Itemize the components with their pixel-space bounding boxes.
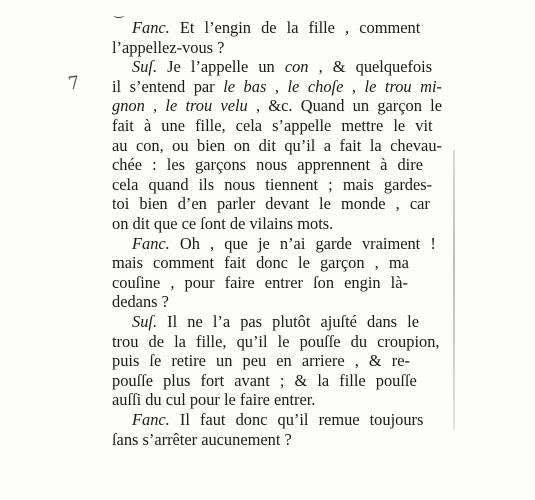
italic-term: le trou velu [165, 96, 248, 116]
speaker-name: Fanc. [132, 410, 170, 429]
text-line [132, 57, 442, 77]
text-segment: il s’entend par [112, 76, 224, 96]
text-segment: Je l’appelle un [157, 57, 285, 77]
line-content [112, 175, 432, 195]
line-content [132, 410, 423, 430]
italic-term: le choſe [287, 76, 344, 96]
text-line [132, 18, 442, 38]
text-line [112, 194, 442, 214]
line-content [112, 214, 333, 234]
text-line [112, 77, 442, 97]
text-segment: ſans s’arrêter aucunement ? [112, 429, 292, 449]
text-segment: fait à une fille, cela s’appelle mettre le vit [112, 116, 433, 135]
speaker-name: Fanc. [132, 18, 170, 37]
italic-term: con [284, 57, 309, 77]
text-line [132, 312, 442, 332]
line-content [112, 430, 292, 450]
italic-term: le trou mi- [364, 76, 443, 96]
text-segment: l’appellez-vous ? [112, 37, 225, 57]
text-segment: , [266, 76, 288, 96]
page-edge-mark: ‿ [114, 4, 124, 18]
text-line [112, 136, 442, 156]
line-content [112, 390, 315, 410]
text-line [112, 273, 442, 293]
text-line [112, 214, 442, 234]
text-line [112, 116, 442, 136]
text-line [112, 292, 442, 312]
text-segment: cela quand ils nous tiennent ; mais gardes- [112, 174, 433, 194]
line-content [112, 332, 439, 352]
text-line [112, 430, 442, 450]
line-content [112, 77, 442, 97]
text-line [112, 351, 442, 371]
fold-crease [453, 150, 455, 430]
line-content [112, 351, 410, 371]
line-content [132, 234, 436, 254]
text-segment: pouſſe plus fort avant ; & la fille pouſſe [112, 370, 417, 390]
line-content [112, 116, 433, 136]
text-segment: , [144, 96, 166, 116]
text-segment: Et l’engin de la fille , comment [169, 18, 421, 37]
text-line [112, 155, 442, 175]
text-line [112, 390, 442, 410]
text-line [132, 234, 442, 254]
text-line [112, 175, 442, 195]
line-content [112, 136, 442, 156]
text-segment: couſine , pour faire entrer ſon engin là- [112, 272, 408, 292]
text-line [112, 38, 442, 58]
text-segment: toi bien d’en parler devant le monde , car [112, 194, 430, 214]
text-segment: Il faut donc qu’il remue toujours [169, 410, 424, 429]
text-line [112, 371, 442, 391]
text-line [112, 253, 442, 273]
line-content [132, 312, 419, 332]
italic-term: gnon [112, 96, 145, 116]
line-content [112, 96, 442, 116]
speaker-name: Fanc. [132, 233, 170, 253]
text-segment: on dit que ce ſont de vilains mots. [112, 214, 334, 233]
text-segment: , [343, 76, 365, 96]
text-segment: mais comment fait donc le garçon , ma [112, 253, 409, 273]
line-content [112, 38, 224, 58]
line-content [112, 273, 408, 293]
line-content [112, 194, 430, 214]
margin-note: 7 [66, 72, 81, 95]
text-segment: Oh , que je n’ai garde vraiment ! [169, 233, 436, 253]
text-line [132, 410, 442, 430]
text-segment: Il ne l’a pas plutôt ajuſté dans le [157, 312, 419, 331]
text-segment: trou de la fille, qu’il le pouſſe du croupion, [112, 331, 440, 351]
line-content [112, 155, 423, 175]
text-segment: , &c. Quand un garçon le [247, 96, 442, 116]
line-content [112, 292, 169, 312]
line-content [112, 371, 417, 391]
line-content [132, 18, 420, 38]
text-line [112, 332, 442, 352]
text-segment: chée : les garçons nous apprennent à dire [112, 155, 423, 175]
text-segment: auſſi du cul pour le faire entrer. [112, 390, 316, 410]
text-segment: dedans ? [112, 292, 169, 312]
line-content [132, 57, 432, 77]
text-line [112, 96, 442, 116]
text-segment: , & quelquefois [308, 57, 433, 77]
speaker-name: Suſ. [132, 57, 158, 77]
text-segment: au con, ou bien on dit qu’il a fait la chevau- [112, 135, 442, 155]
text-segment: puis ſe retire un peu en arriere , & re- [112, 351, 410, 371]
line-content [112, 253, 409, 273]
italic-term: le bas [223, 76, 267, 96]
speaker-name: Suſ. [132, 312, 158, 331]
